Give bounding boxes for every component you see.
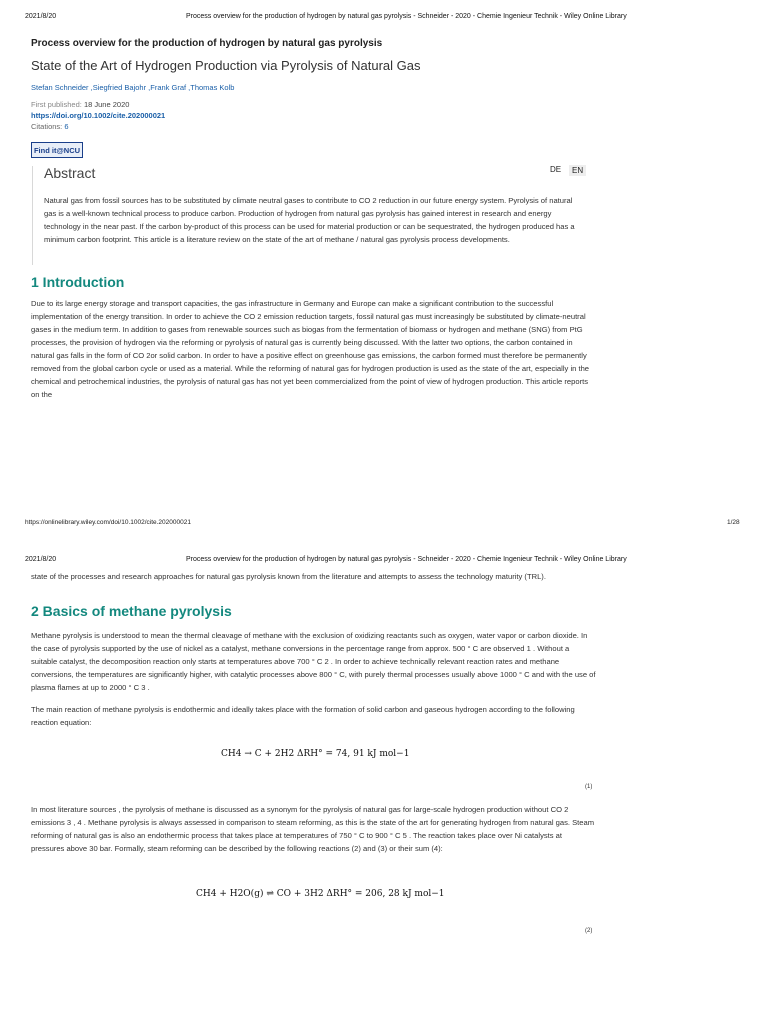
doi-link[interactable]: https://doi.org/10.1002/cite.202000021 (31, 111, 166, 120)
first-published-label: First published: (31, 100, 82, 109)
section-heading-introduction: 1 Introduction (31, 274, 125, 290)
language-en-button[interactable]: EN (569, 165, 586, 176)
language-de-button[interactable]: DE (550, 165, 562, 174)
literature-text: In most literature sources , the pyrolysis of methane is discussed as a synonym for the pyrolysis of natural gas for large-scale hydrogen production without CO 2 emissions 3 , 4 . Methane pyrolysis is always assessed in comparison to steam reforming, as this is the state of the art for generating hydrogen from natural gas. Steam reforming of natural gas is also an endothermic process that takes place at temperatures of 750 ° C to 900 ° C 5 . The reaction takes place over Ni catalysts at pressures above 30 bar. Formally, steam reforming can be described by the following reactions (2) and (3) or their sum (4): (31, 805, 595, 853)
citations-count[interactable]: 6 (64, 122, 69, 131)
author-list[interactable]: Stefan Schneider ,Siegfried Bajohr ,Frank Graf ,Thomas Kolb (31, 83, 235, 92)
equation-1-number: (1) (585, 784, 593, 790)
print-date: 2021/8/20 (25, 13, 57, 20)
print-header-title: Process overview for the production of hydrogen by natural gas pyrolysis - Schneider - 2020 - Chemie Ingenieur Technik - Wiley Online Library (186, 13, 627, 20)
section-heading-basics: 2 Basics of methane pyrolysis (31, 603, 232, 619)
find-it-button[interactable]: Find it@NCU (31, 142, 83, 158)
abstract-text: Natural gas from fossil sources has to be substituted by climate neutral gases to contribute to CO 2 reduction in our future energy system. Pyrolysis of natural gas is a well-known technical process to produce carbon. Production of hydrogen from natural gas pyrolysis has gained interest in research and energy technology in the near past. If the carbon by-product of this process can be used for material production or can be sequestrated, the hydrogen produced has a minimum carbon footprint. This article is a literature review on the state of the art of methane / natural gas pyrolysis process developments. (44, 196, 575, 244)
reaction-intro-text: The main reaction of methane pyrolysis is endothermic and ideally takes place with the formation of solid carbon and gaseous hydrogen according to the following reaction equation: (31, 705, 575, 727)
introduction-continued-text: state of the processes and research approaches for natural gas pyrolysis known from the literature and attempts to assess the technology maturity (TRL). (31, 572, 546, 581)
citations-label: Citations: (31, 122, 63, 131)
print-footer-page: 1/28 (727, 519, 740, 526)
basics-text: Methane pyrolysis is understood to mean the thermal cleavage of methane with the exclusion of oxidizing reactants such as oxygen, water vapor or carbon dioxide. In the case of pyrolysis supported by the use of nickel as a catalyst, methane conversions in the percentage range from approx. 500 ° C are observed 1 . Without a suitable catalyst, the decomposition reaction only starts at temperatures above 700 ° C 2 . In order to achieve technically relevant reaction rates and methane conversions, the temperatures are significantly higher, with catalytic processes above 800 ° C, with purely thermal processes usually above 1000 ° C and with the use of plasma flames at up to 2000 ° C 3 . (31, 631, 596, 692)
series-title: Process overview for the production of hydrogen by natural gas pyrolysis (31, 38, 383, 49)
equation-2: CH4 + H2O(g) ⇌ CO + 3H2 ΔRH° = 206, 28 kJ mol−1 (196, 889, 445, 899)
article-title: State of the Art of Hydrogen Production via Pyrolysis of Natural Gas (31, 58, 421, 73)
first-published-value: 18 June 2020 (83, 100, 130, 109)
print-footer-url: https://onlinelibrary.wiley.com/doi/10.1002/cite.202000021 (25, 519, 191, 526)
first-published (31, 100, 129, 109)
abstract-divider (32, 166, 33, 265)
abstract-heading: Abstract (44, 165, 96, 181)
equation-1: CH4 → C + 2H2 ΔRH° = 74, 91 kJ mol−1 (221, 749, 410, 759)
print-header-title-page2: Process overview for the production of hydrogen by natural gas pyrolysis - Schneider - 2020 - Chemie Ingenieur Technik - Wiley Online Library (186, 556, 627, 563)
equation-2-number: (2) (585, 928, 593, 934)
print-date-page2: 2021/8/20 (25, 556, 57, 563)
citations (31, 122, 69, 131)
introduction-text: Due to its large energy storage and transport capacities, the gas infrastructure in Germany and Europe can make a significant contribution to the successful implementation of the energy transition. In order to achieve the CO 2 emission reduction targets, fossil natural gas must increasingly be substituted by climate-neutral gases in the medium term. In addition to gases from renewable sources such as biogas from the fermentation of biomass or hydrogen and methane (SNG) from PtG processes, the provision of hydrogen via the reforming or pyrolysis of natural gas is currently being discussed. With the latter two options, the carbon contained in natural gas falls in the form of CO 2or solid carbon. In order to have a positive effect on greenhouse gas emissions, the carbon formed must therefore be permanently removed from the global carbon cycle or used as a material. While the reforming of natural gas for hydrogen production is used as the state of the art, especially in the chemical and petrochemical industries, the pyrolysis of natural gas has not yet been commercialized from the point of view of hydrogen production. This article reports on the (31, 299, 590, 399)
